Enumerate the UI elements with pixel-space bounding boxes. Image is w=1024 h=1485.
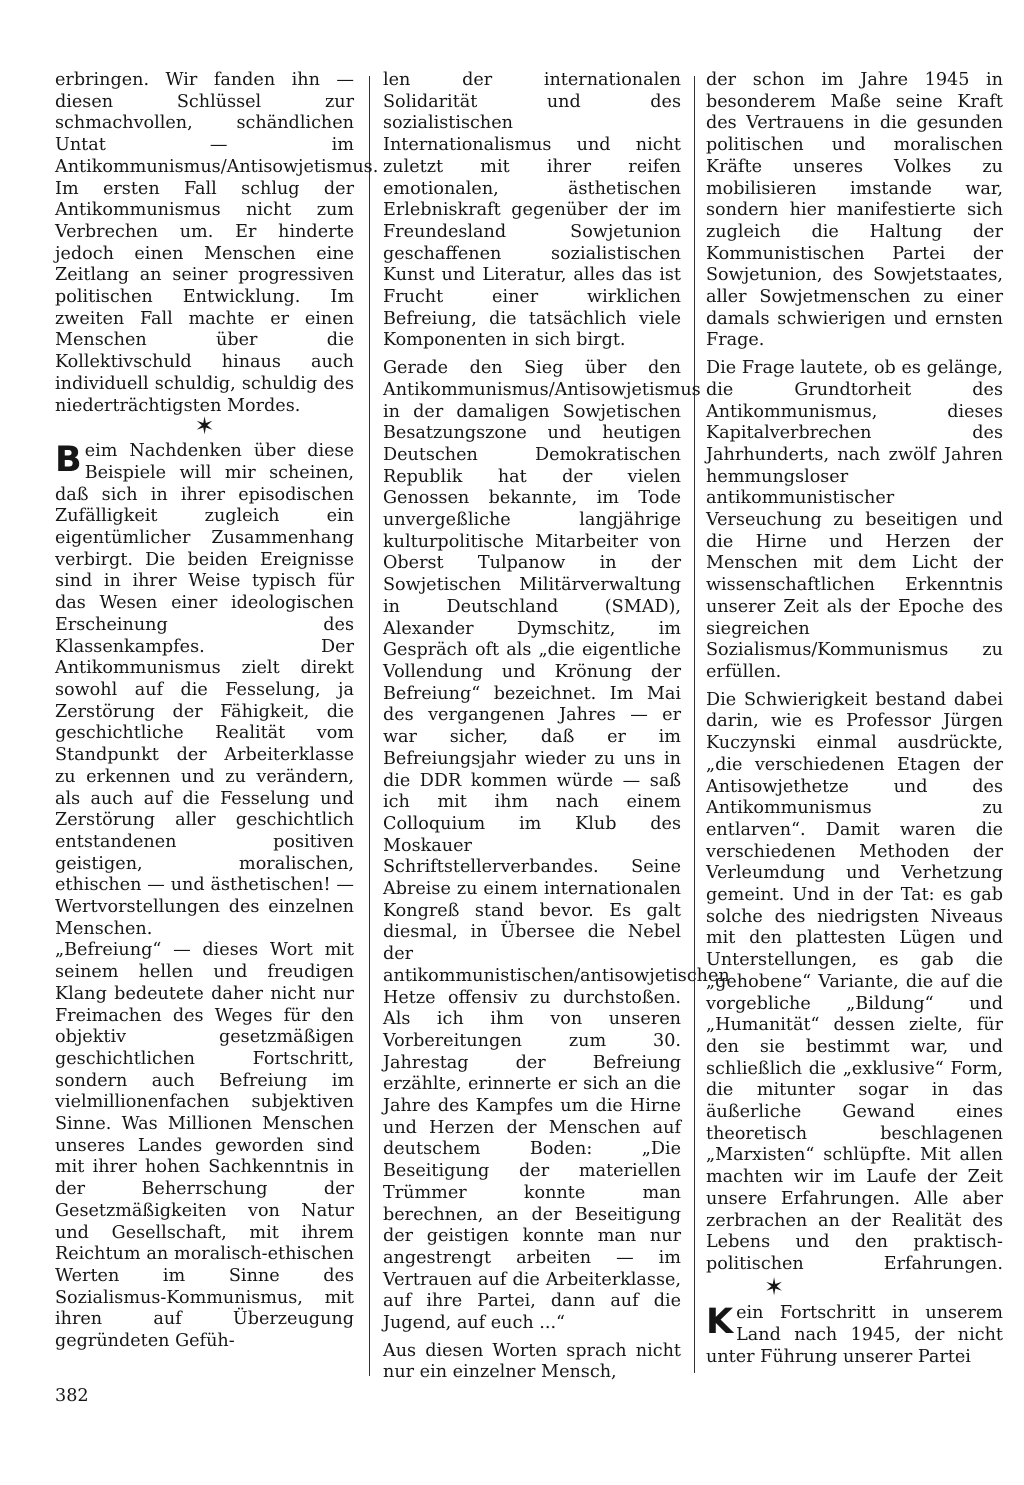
drop-cap: B [55,440,82,481]
drop-cap: K [706,1302,734,1343]
paragraph-text: eim Nachdenken über diese Beispiele will mir scheinen, daß sich in ihrer episodischen Zufälligkeit zugleich ein eigentümlicher Zusammenhang verbirgt. Die beiden Ereignisse sind in ihrer Weise typisch für das Wesen einer ideologischen Erscheinung des Klassenkampfes. Der Antikommunismus zielt direkt sowohl auf die Fesselung, ja Zerstörung der Fähigkeit, die geschichtliche Realität vom Standpunkt der Arbeiterklasse zu erkennen und zu verändern, als auch auf die Fesselung und Zerstörung aller geschichtlich entstandenen positiven geistigen, moralischen, ethischen — und ästhetischen! — Wertvorstellungen des einzelnen Menschen. [55,441,354,939]
paragraph: len der internationalen Solidarität und des sozialistischen Internationalismus und nicht zuletzt mit ihrer reifen emotionalen, ästhetischen Erlebniskraft gegenüber der im Freundesland Sowjetunion geschaffenen sozialistischen Kunst und Literatur, alles das ist Frucht einer wirklichen Befreiung, die tatsächlich viele Komponenten in sich birgt. [383,70,681,351]
paragraph: „Befreiung“ — dieses Wort mit seinem hellen und freudigen Klang bedeutete daher nicht nur Freimachen des Weges für den objektiv gesetzmäßigen geschichtlichen Fortschritt, sondern auch Befreiung im vielmillionenfachen subjektiven Sinne. Was Millionen Menschen unseres Landes geworden sind mit ihrer hohen Sachkenntnis in der Beherrschung der Gesetzmäßigkeiten von Natur und Gesellschaft, mit ihrem Reichtum an moralisch-ethischen Werten im Sinne des Sozialismus-Kommunismus, mit ihren auf Überzeugung gegründeten Gefüh- [55,940,354,1352]
paragraph: Gerade den Sieg über den Antikommunismus/Antisowjetismus in der damaligen Sowjetischen Besatzungszone und heutigen Deutschen Demokratischen Republik hat der vielen Genossen bekannte, im Tode unvergeßliche langjährige kulturpolitische Mitarbeiter von Oberst Tulpanow in der Sowjetischen Militärverwaltung in Deutschland (SMAD), Alexander Dymschitz, im Gespräch oft als „die eigentliche Vollendung und Krönung der Befreiung“ bezeichnet. Im Mai des vergangenen Jahres — er war sicher, daß er im Befreiungsjahr wieder zu uns in die DDR kommen würde — saß ich mit ihm nach einem Colloquium im Klub des Moskauer Schriftstellerverbandes. Seine Abreise zu einem internationalen Kongreß stand bevor. Es galt diesmal, in Übersee die Nebel der antikommunistischen/antisowjetischen Hetze offensiv zu durchstoßen. Als ich ihm von unseren Vorbereitungen zum 30. Jahrestag der Befreiung erzählte, erinnerte er sich an die Jahre des Kampfes um die Hirne und Herzen der Menschen auf deutschem Boden: „Die Beseitigung der materiellen Trümmer konnte man berechnen, an der Beseitigung der geistigen konnte man nur angestrengt arbeiten — im Vertrauen auf die Arbeiterklasse, auf ihre Partei, dann auf die Jugend, auf euch ...“ [383,358,730,1334]
paragraph: Aus diesen Worten sprach nicht nur ein einzelner Mensch, [383,1340,681,1383]
section-separator-star: ✶ [764,1272,785,1301]
text-column-right [706,70,1003,1368]
text-column-middle [383,70,730,1384]
paragraph: Im ersten Fall schlug der Antikommunismus nicht zum Verbrechen um. Er hinderte jedoch einen Menschen eine Zeitlang an seiner progressiven politischen Entwicklung. Im zweiten Fall machte er einen Menschen über die Kollektivschuld hinaus auch individuell schuldig, schuldig des niederträchtigsten Mordes. [55,178,354,416]
section-separator-star: ✶ [194,412,215,441]
paragraph [706,1303,1003,1368]
paragraph: der schon im Jahre 1945 in besonderem Maße seine Kraft des Vertrauens in die gesunden politischen und moralischen Kräfte unseres Volkes zu mobilisieren imstande war, sondern hier manifestierte sich zugleich die Haltung der Kommunistischen Partei der Sowjetunion, des Sowjetstaates, aller Sowjetmenschen zu einer damals schwierigen und ernsten Frage. [706,70,1003,351]
column-divider [369,76,370,1376]
paragraph: erbringen. Wir fanden ihn — diesen Schlüssel zur schmachvollen, schändlichen Untat — im Antikommunismus/Antisowjetismus. [55,70,379,177]
page-number: 382 [55,1386,89,1406]
paragraph: Die Frage lautete, ob es gelänge, die Grundtorheit des Antikommunismus, dieses Kapitalverbrechen des Jahrhunderts, nach zwölf Jahren hemmungsloser antikommunistischer Verseuchung zu beseitigen und die Hirne und Herzen der Menschen mit dem Licht der wissenschaftlichen Erkenntnis unserer Zeit als der Epoche des siegreichen Sozialismus/Kommunismus zu erfüllen. [706,358,1003,682]
column-divider [694,76,695,1373]
text-column-left [55,70,379,1353]
paragraph [55,441,354,940]
paragraph [706,689,1003,1301]
paragraph-text: ein Fortschritt in unserem Land nach 1945, der nicht unter Führung unserer Partei [706,1303,1003,1367]
paragraph-text: Die Schwierigkeit bestand dabei darin, wie es Professor Jürgen Kuczynski einmal ausdrückte, „die verschiedenen Etagen der Antisowjethetze und des Antikommunismus zu entlarven“. Damit waren die verschiedenen Methoden der Verleumdung und Verhetzung gemeint. Und in der Tat: es gab solche des niedrigsten Niveaus mit den plattesten Lügen und Unterstellungen, es gab die „gehobene“ Variante, die auf die vorgebliche „Bildung“ und „Humanität“ dessen zielte, für den sie bestimmt war, und schließlich die „exklusive“ Form, die mitunter sogar in das äußerliche Gewand eines theoretisch beschlagenen „Marxisten“ schlüpfte. Mit allen machten wir im Laufe der Zeit unsere Erfahrungen. Alle aber zerbrachen an der Realität des Lebens und den praktisch-politischen Erfahrungen. [706,689,1003,1274]
